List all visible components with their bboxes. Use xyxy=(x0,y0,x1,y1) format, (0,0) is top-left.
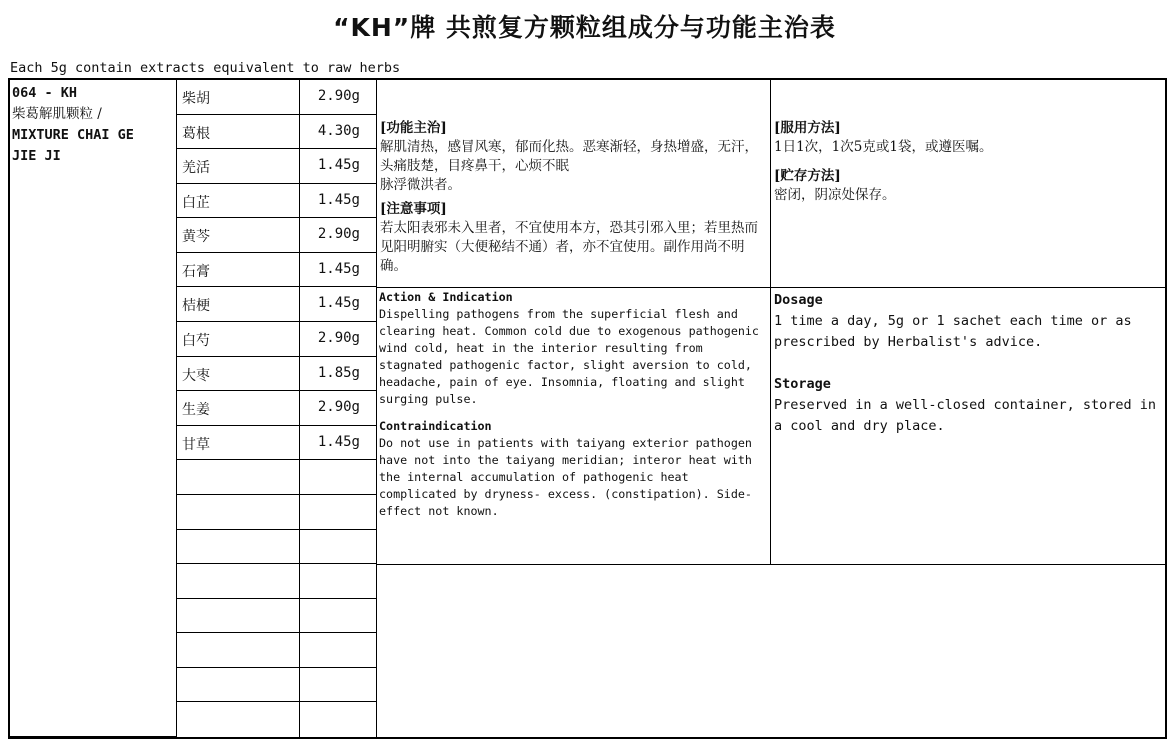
herb-quantity xyxy=(300,668,377,702)
product-name-cn: 柴葛解肌颗粒 / xyxy=(12,106,102,122)
herb-quantity: 4.30g xyxy=(300,115,377,149)
usage-title: [服用方法] xyxy=(774,120,841,136)
herb-quantity: 1.45g xyxy=(300,184,377,218)
herb-name: 大枣 xyxy=(177,357,300,391)
en-dosage-cell xyxy=(771,288,1165,565)
storage-text-en: Preserved in a well-closed container, stored in a cool and dry place. xyxy=(774,397,1157,434)
herb-name xyxy=(177,495,300,530)
cn-usage-cell xyxy=(771,80,1165,288)
caution-title: [注意事项] xyxy=(380,201,447,217)
storage-title-cn: [贮存方法] xyxy=(774,168,841,184)
herb-quantity: 1.45g xyxy=(300,287,377,322)
herb-quantity xyxy=(300,633,377,668)
herb-quantity: 2.90g xyxy=(300,391,377,426)
herb-name: 桔梗 xyxy=(177,287,300,322)
herb-quantity: 1.85g xyxy=(300,357,377,391)
contra-text: Do not use in patients with taiyang exterior pathogen have not into the taiyang meridian; interor heat with the internal accumulation of pathogenic heat complicated by dryness- excess. (constipation). Side-effect not known. xyxy=(379,436,752,518)
page-title: “KH”牌 共煎复方颗粒组成分与功能主治表 xyxy=(333,13,836,42)
action-title: Action & Indication xyxy=(379,290,513,304)
herb-quantity: 1.45g xyxy=(300,149,377,184)
cn-function-cell xyxy=(377,80,771,288)
herb-name: 生姜 xyxy=(177,391,300,426)
function-title: [功能主治] xyxy=(380,120,447,136)
herb-quantity: 2.90g xyxy=(300,80,377,115)
herb-name xyxy=(177,702,300,737)
herb-name xyxy=(177,668,300,702)
product-name-en: MIXTURE CHAI GE JIE JI xyxy=(12,127,134,164)
herb-quantity: 2.90g xyxy=(300,322,377,357)
herb-name: 黄芩 xyxy=(177,218,300,253)
herb-name: 柴胡 xyxy=(177,80,300,115)
herb-name xyxy=(177,599,300,633)
herb-name: 葛根 xyxy=(177,115,300,149)
herb-quantity: 2.90g xyxy=(300,218,377,253)
herb-name: 羌活 xyxy=(177,149,300,184)
herb-name: 白芷 xyxy=(177,184,300,218)
usage-text: 1日1次，1次5克或1袋，或遵医嘱。 xyxy=(774,139,993,155)
contra-title: Contraindication xyxy=(379,419,492,433)
product-code: 064 - KH xyxy=(12,85,78,101)
dosage-title: Dosage xyxy=(774,292,823,308)
herb-name xyxy=(177,633,300,668)
herb-name: 白芍 xyxy=(177,322,300,357)
herb-quantity xyxy=(300,530,377,564)
action-text: Dispelling pathogens from the superficial flesh and clearing heat. Common cold due to exogenous pathogenic wind cold, heat in the interior resulting from stagnated pathogenic factor, slight aversion to cold, headache, pain of eye. Insomnia, floating and slight surging pulse. xyxy=(379,307,759,406)
caution-text: 若太阳表邪未入里者，不宜使用本方，恐其引邪入里；若里热而见阳明腑实（大便秘结不通）者，亦不宜使用。副作用尚不明确。 xyxy=(380,220,758,274)
dosage-text: 1 time a day, 5g or 1 sachet each time or as prescribed by Herbalist's advice. xyxy=(774,313,1132,350)
herb-name xyxy=(177,564,300,599)
herb-quantity xyxy=(300,495,377,530)
en-action-cell xyxy=(377,288,771,565)
herb-name: 石膏 xyxy=(177,253,300,287)
storage-text-cn: 密闭，阴凉处保存。 xyxy=(774,187,896,203)
subtitle: Each 5g contain extracts equivalent to raw herbs xyxy=(10,60,401,76)
product-cell xyxy=(10,80,177,737)
herb-name: 甘草 xyxy=(177,426,300,460)
herb-quantity xyxy=(300,564,377,599)
herb-name xyxy=(177,460,300,495)
empty-cell xyxy=(377,565,1165,737)
herb-name xyxy=(177,530,300,564)
herb-quantity xyxy=(300,460,377,495)
herb-quantity: 1.45g xyxy=(300,253,377,287)
herb-quantity: 1.45g xyxy=(300,426,377,460)
herb-quantity xyxy=(300,702,377,737)
herb-quantity xyxy=(300,599,377,633)
function-text: 解肌清热，感冒风寒，郁而化热。恶寒渐轻，身热增盛，无汗，头痛肢楚，目疼鼻干，心烦不眠 脉浮微洪者。 xyxy=(380,139,758,193)
composition-table xyxy=(8,78,1167,739)
storage-title-en: Storage xyxy=(774,376,831,392)
